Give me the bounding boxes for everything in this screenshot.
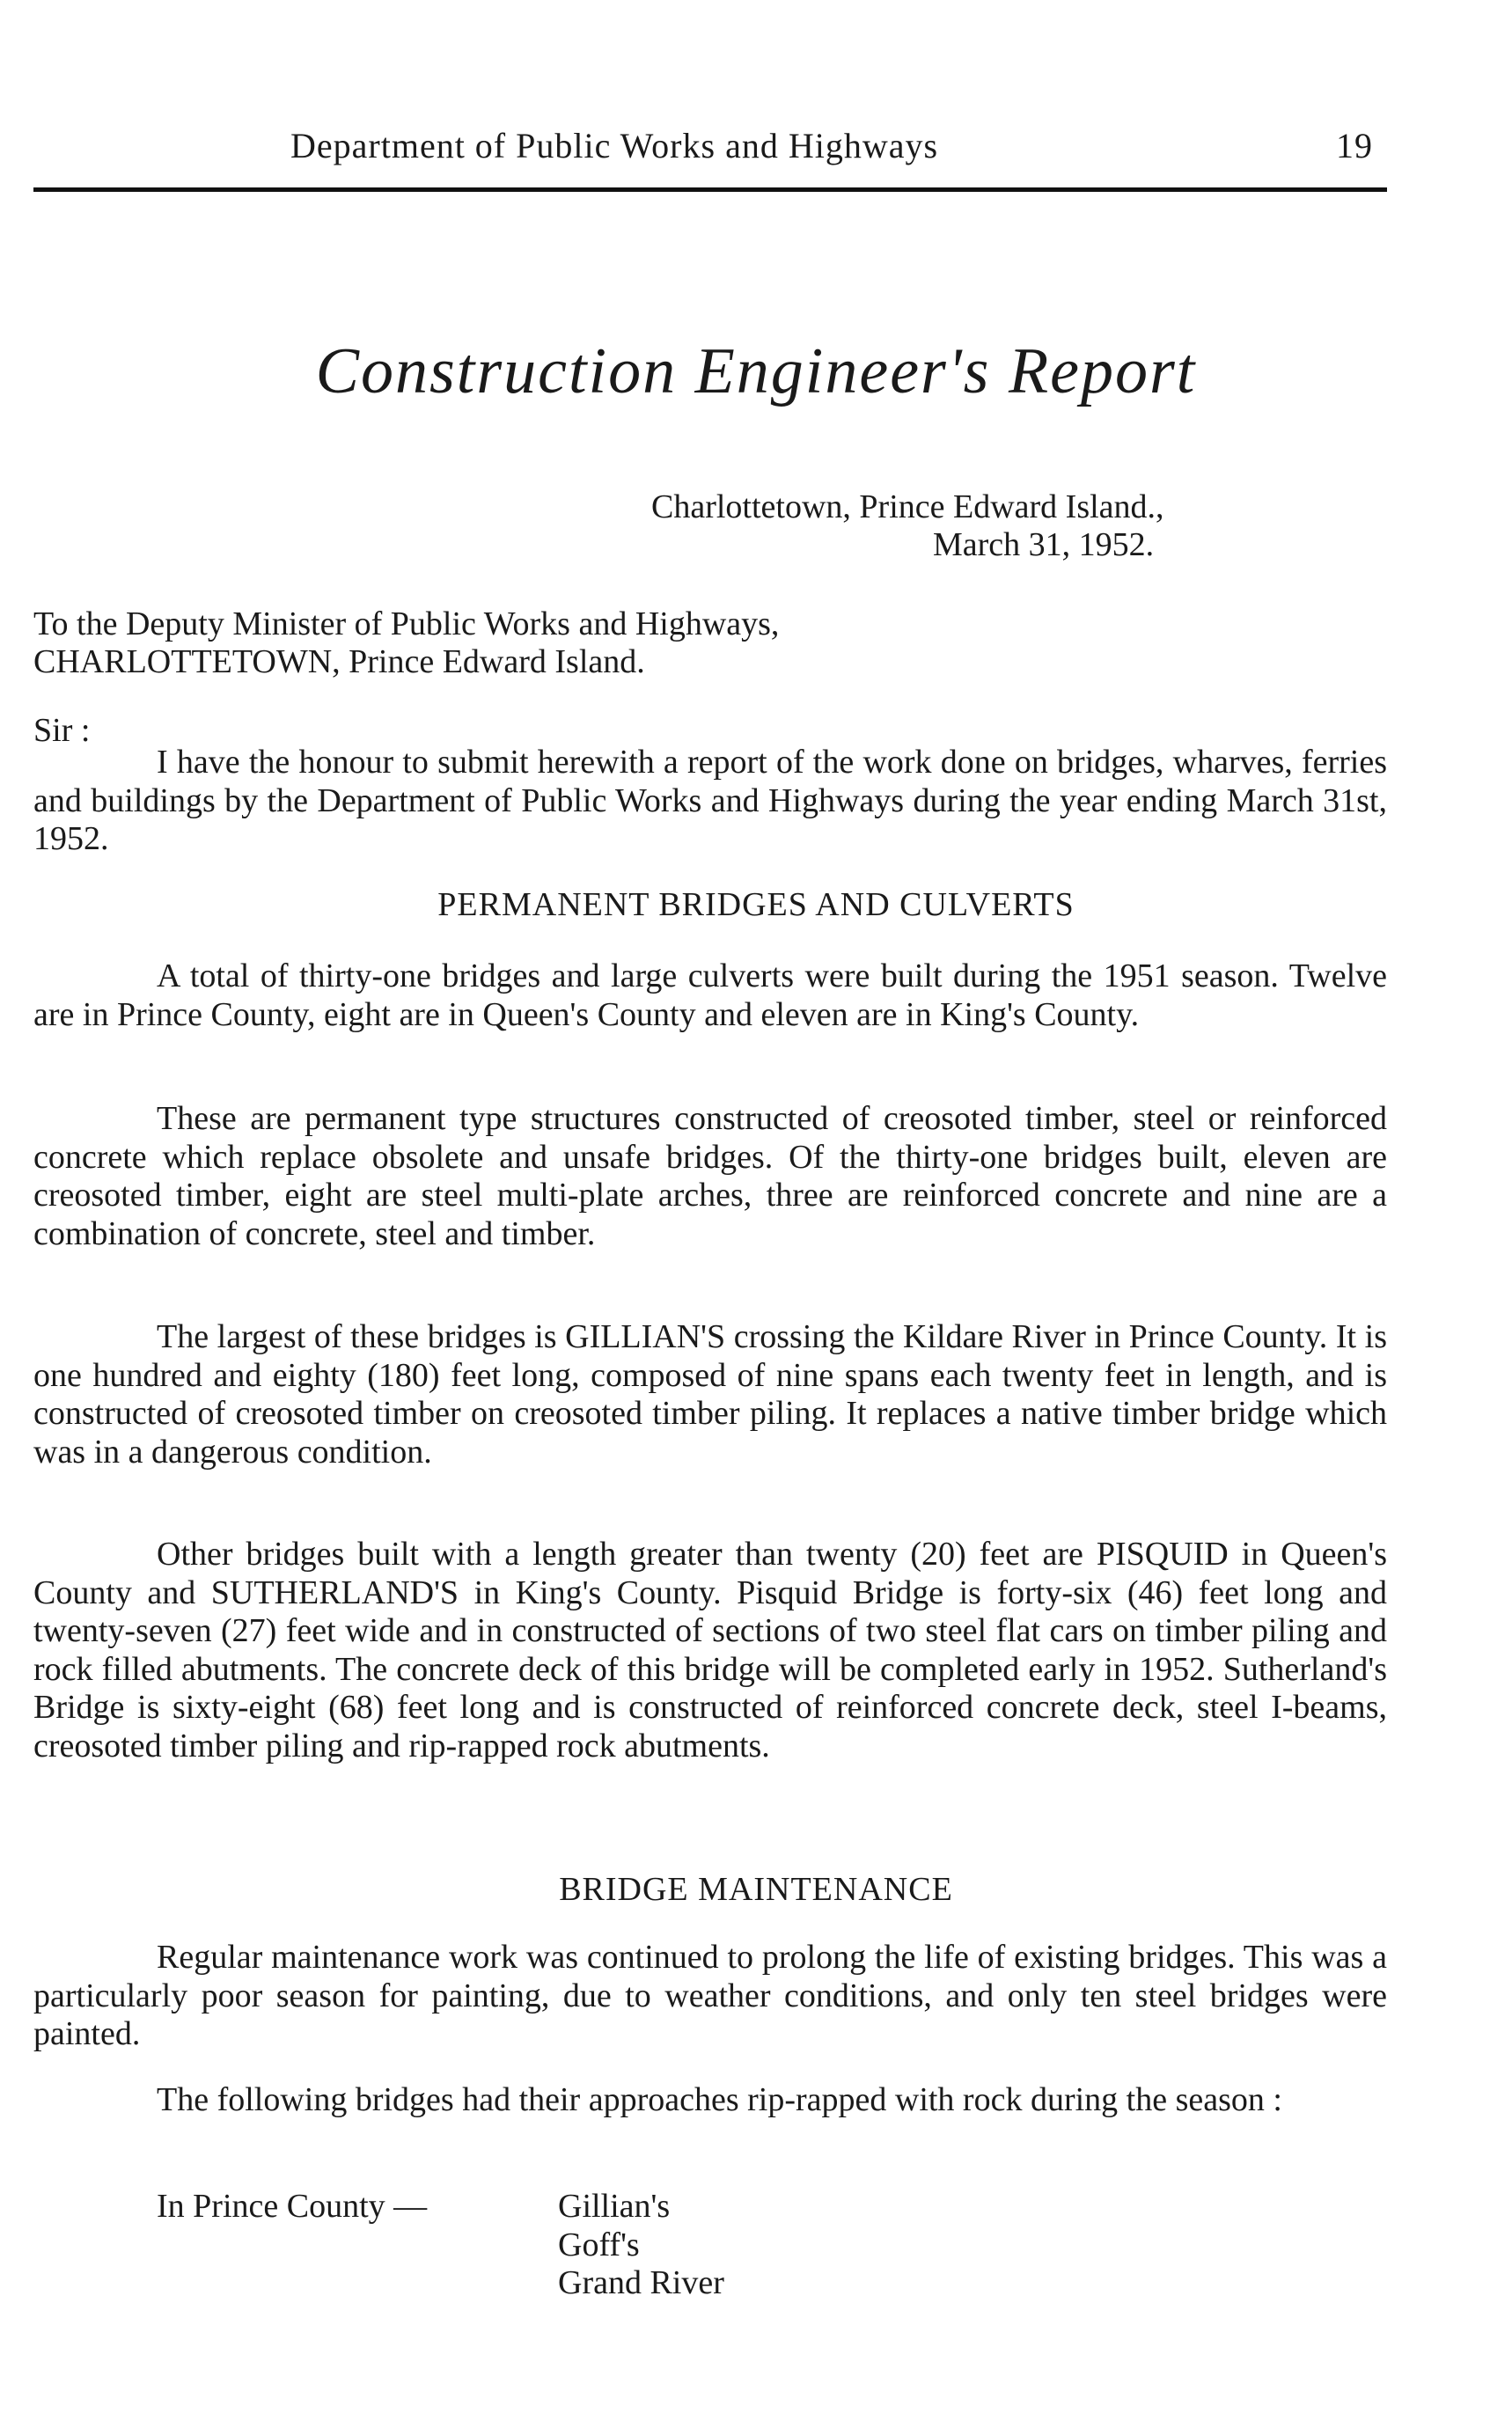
list-item: Grand River <box>558 2264 724 2301</box>
header-rule <box>33 187 1387 192</box>
paragraph-maintenance: Regular maintenance work was continued to prolong the life of existing bridges. This was a particularly poor season for painting, due to weather conditions, and only ten steel bridges were painted. <box>33 1939 1387 2052</box>
address-line-1: To the Deputy Minister of Public Works and Highways, <box>33 605 780 642</box>
section-heading-bridge-maintenance: BRIDGE MAINTENANCE <box>559 1871 953 1908</box>
address-line-2: CHARLOTTETOWN, Prince Edward Island. <box>33 643 645 680</box>
dateline <box>651 488 1373 564</box>
page-number: 19 <box>1336 126 1373 165</box>
paragraph-gillians-bridge: The largest of these bridges is GILLIAN'S crossing the Kildare River in Prince County. It is one hundred and eighty (180) feet long, composed of nine spans each twenty feet in length, and is constructed of creosoted timber on creosoted timber piling. It replaces a native timber bridge which was in a dangerous condition. <box>33 1318 1387 1471</box>
running-header <box>290 125 1373 169</box>
dateline-date: March 31, 1952. <box>933 526 1155 563</box>
intro-paragraph: I have the honour to submit herewith a report of the work done on bridges, wharves, ferries and buildings by the Department of Public Works and Highways during the year ending March 31st, 1952. <box>33 744 1387 857</box>
list-item: Gillian's <box>558 2188 671 2225</box>
list-bridges <box>558 2188 724 2303</box>
section-heading-permanent-bridges: PERMANENT BRIDGES AND CULVERTS <box>437 886 1075 923</box>
dateline-place: Charlottetown, Prince Edward Island., <box>651 488 1164 525</box>
list-county-label: In Prince County — <box>157 2188 428 2225</box>
report-title: Construction Engineer's Report <box>315 335 1197 407</box>
list-item: Goff's <box>558 2226 640 2263</box>
running-title: Department of Public Works and Highways <box>290 126 939 165</box>
address-block <box>33 605 1354 681</box>
salutation: Sir : <box>33 712 91 749</box>
paragraph-structure-types: These are permanent type structures constructed of creosoted timber, steel or reinforced concrete which replace obsolete and unsafe bridges. Of the thirty-one bridges built, eleven are creosoted timber, eight are steel multi-plate arches, three are reinforced concrete and nine are a combination of concrete, steel and timber. <box>33 1100 1387 1252</box>
paragraph-rip-rapped: The following bridges had their approaches rip-rapped with rock during the season : <box>157 2081 1282 2118</box>
paragraph-other-bridges: Other bridges built with a length greater than twenty (20) feet are PISQUID in Queen's County and SUTHERLAND'S in King's County. Pisquid Bridge is forty-six (46) feet long and twenty-seven (27) feet wide and in constructed of sections of two steel flat cars on timber piling and rock filled abutments. The concrete deck of this bridge will be completed early in 1952. Sutherland's Bridge is sixty-eight (68) feet long and is constructed of reinforced concrete deck, steel I-beams, creosoted timber piling and rip-rapped rock abutments. <box>33 1536 1387 1764</box>
paragraph-bridge-totals: A total of thirty-one bridges and large culverts were built during the 1951 season. Twelve are in Prince County, eight are in Queen's County and eleven are in King's County. <box>33 957 1387 1033</box>
